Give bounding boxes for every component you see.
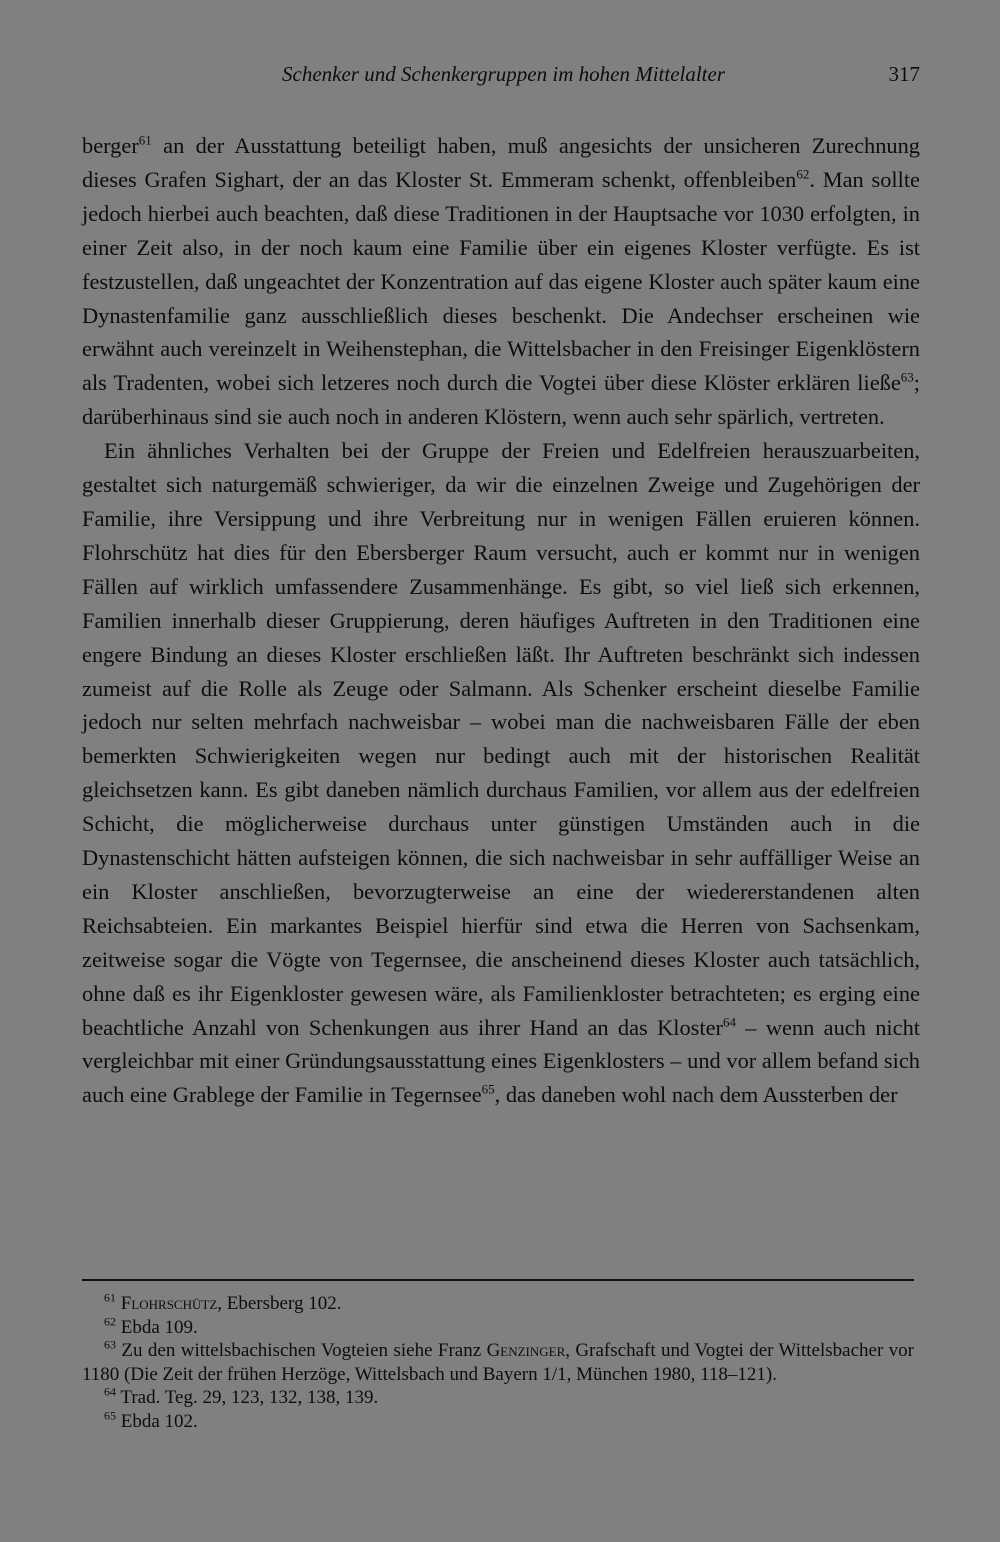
text-run: , das daneben wohl nach dem Aussterben der bbox=[494, 1082, 898, 1108]
main-text bbox=[82, 129, 920, 1112]
paragraph-1 bbox=[82, 129, 920, 434]
footnote-ref-65: 65 bbox=[481, 1081, 495, 1097]
footnote-number: 62 bbox=[104, 1314, 116, 1329]
footnotes bbox=[82, 1292, 914, 1433]
author-name: Flohrschütz bbox=[120, 1293, 218, 1314]
footnote-64 bbox=[82, 1386, 914, 1410]
footnote-62 bbox=[82, 1316, 914, 1340]
running-title: Schenker und Schenkergruppen im hohen Mittelalter bbox=[282, 62, 726, 86]
footnote-number: 61 bbox=[104, 1290, 116, 1305]
footnote-text: Ebda 109. bbox=[120, 1316, 198, 1338]
footnote-65 bbox=[82, 1410, 914, 1434]
footnote-number: 65 bbox=[104, 1408, 116, 1423]
footnote-text: Zu den wittelsbachischen Vogteien siehe Franz bbox=[121, 1340, 487, 1361]
footnote-text: , Grafschaft und Vogtei der Wittelsbacher vor 1180 (Die Zeit der frühen Herzöge, Wittelsbach und Bayern 1/1, München 1980, 118–121). bbox=[82, 1340, 914, 1385]
text-run: – wenn auch nicht vergleichbar mit einer Gründungsausstattung eines Eigenklosters – und vor allem befand sich auch eine Grablege der Familie in Tegernsee bbox=[82, 1014, 921, 1108]
paragraph-2 bbox=[82, 434, 920, 1112]
footnote-ref-64: 64 bbox=[722, 1014, 736, 1030]
text-run: berger bbox=[82, 133, 139, 158]
author-name: Genzinger bbox=[486, 1340, 566, 1361]
footnote-ref-62: 62 bbox=[796, 166, 810, 182]
text-run: ; darüberhinaus sind sie auch noch in anderen Klöstern, wenn auch sehr spärlich, vertreten. bbox=[82, 370, 920, 430]
footnote-number: 63 bbox=[104, 1337, 116, 1352]
footnote-text: Trad. Teg. 29, 123, 132, 138, 139. bbox=[120, 1387, 379, 1408]
footnote-text: Ebda 102. bbox=[120, 1410, 198, 1432]
footnote-ref-63: 63 bbox=[900, 369, 914, 385]
footnote-63 bbox=[82, 1339, 914, 1386]
footnote-number: 64 bbox=[104, 1384, 116, 1399]
footnote-61 bbox=[82, 1292, 914, 1316]
page-number: 317 bbox=[888, 62, 920, 86]
footnote-ref-61: 61 bbox=[138, 132, 152, 148]
text-run: Ein ähnliches Verhalten bei der Gruppe der Freien und Edelfreien herauszuarbeiten, gestaltet sich naturgemäß schwieriger, da wir die einzelnen Zweige und Zugehörigen der Familie, ihre Versippung und ihre Verbreitung nur in wenigen Fällen eruieren können. Flohrschütz hat dies für den Ebersberger Raum versucht, auch er kommt nur in wenigen Fällen auf wirklich umfassendere Zusammenhänge. Es gibt, so viel ließ sich erkennen, Familien innerhalb dieser Gruppierung, deren häufiges Auftreten in den Traditionen eine engere Bindung an dieses Kloster erschließen läßt. Ihr Auftreten beschränkt sich indessen zumeist auf die Rolle als Zeuge oder Salmann. Als Schenker erscheint dieselbe Familie jedoch nur selten mehrfach nachweisbar – wobei man die nachweisbaren Fälle der eben bemerkten Schwierigkeiten wegen nur bedingt auch mit der historischen Realität gleichsetzen kann. Es gibt daneben nämlich durchaus Familien, vor allem aus der edelfreien Schicht, die möglicherweise durchaus unter günstigen Umständen auch in die Dynastenschicht hätten aufsteigen können, die sich nachweisbar in sehr auffälliger Weise an ein Kloster anschließen, bevorzugterweise an eine der wiedererstandenen alten Reichsabteien. Ein markantes Beispiel hierfür sind etwa die Herren von Sachsenkam, zeitweise sogar die Vögte von Tegernsee, die anscheinend dieses Kloster auch tatsächlich, ohne daß es ihr Eigenkloster gewesen wäre, als Familienkloster betrachteten; es erging eine beachtliche Anzahl von Schenkungen aus ihrer Hand an das Kloster bbox=[82, 438, 920, 1040]
text-run: an der Ausstattung beteiligt haben, muß angesichts der unsicheren Zurechnung dieses Grafen Sighart, der an das Kloster St. Emmeram schenkt, offenbleiben bbox=[82, 133, 920, 192]
footnote-divider bbox=[82, 1279, 914, 1281]
footnote-text: , Ebersberg 102. bbox=[217, 1293, 342, 1314]
page-header bbox=[82, 62, 920, 94]
text-run: . Man sollte jedoch hierbei auch beachten, daß diese Traditionen in der Hauptsache vor 1030 erfolgten, in einer Zeit also, in der noch kaum eine Familie über ein eigenes Kloster verfügte. Es ist festzustellen, daß ungeachtet der Konzentration auf das eigene Kloster auch später kaum eine Dynastenfamilie ganz ausschließlich dieses beschenkt. Die Andechser erscheinen wie erwähnt auch vereinzelt in Weihenstephan, die Wittelsbacher in den Freisinger Eigenklöstern als Tradenten, wobei sich letzeres noch durch die Vogtei über diese Klöster erklären ließe bbox=[82, 166, 920, 396]
